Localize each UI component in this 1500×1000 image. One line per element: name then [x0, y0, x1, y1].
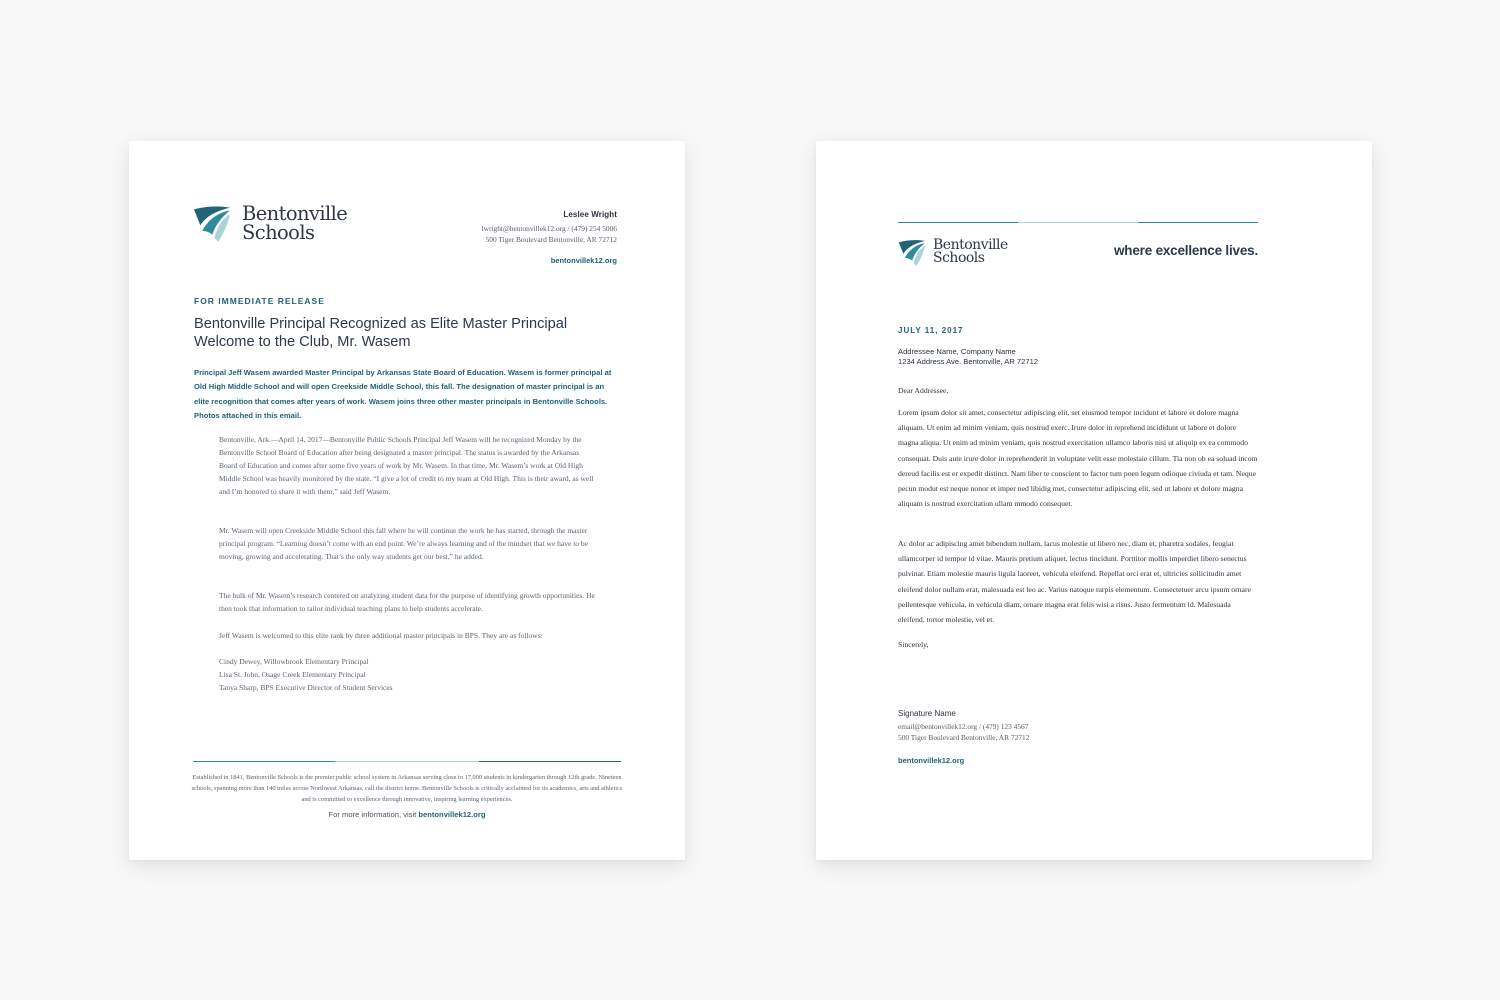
logo-word-line1: Bentonville [242, 202, 348, 225]
about-boilerplate: Established in 1841, Bentonville Schools is the premier public school system in Arkansas serving close to 17,000 students in kindergarten through 12th grade. Nineteen schools, spanning more than 140 miles across Northwest Arkansas, call the district home. Bentonville Schools is critically acclaimed for its academics, arts and athletics and is committed to excellence through innovative, inspiring learning experiences. [191, 774, 623, 803]
salutation: Dear Addressee, [898, 386, 949, 395]
more-info-link[interactable]: bentonvillek12.org [418, 810, 486, 819]
body-paragraph-2: Mr. Wasem will open Creekside Middle School this fall where he will continue the work he has started, through the master principal program. “Learning doesn’t come with an end point. We’re always learning and of the mindset that we have to be moving, growing and accelerating. That’s the only way students get our best,” he added. [219, 526, 589, 561]
list-item: Cindy Dewey, Willowbrook Elementary Principal [219, 657, 369, 666]
letter-date: JULY 11, 2017 [898, 326, 964, 335]
header-rule-segment-3 [1138, 222, 1258, 223]
contact-address: 500 Tiger Boulevard Bentonville, AR 72712 [485, 235, 617, 244]
tagline: where excellence lives. [1114, 243, 1258, 258]
release-label: FOR IMMEDIATE RELEASE [194, 296, 325, 306]
body-paragraph-4: Jeff Wasem is welcomed to this elite rank by three additional master principals in BPS. They are as follows: [219, 631, 543, 640]
logo-word-line1: Bentonville [933, 237, 1008, 253]
signature-name: Signature Name [898, 709, 956, 718]
addressee-address: 1234 Address Ave. Bentonville, AR 72712 [898, 357, 1039, 366]
principal-list [219, 655, 599, 694]
contact-email-phone[interactable]: lwright@bentonvillek12.org / (479) 254 5006 [481, 224, 617, 233]
letterhead-sheet [816, 141, 1372, 860]
footer-rule-segment-3 [479, 761, 621, 762]
more-info-prefix: For more information, visit [328, 810, 419, 819]
bentonville-schools-logo-small [898, 239, 1008, 266]
addressee-name: Addressee Name, Company Name [898, 347, 1016, 356]
header-rule-segment-2 [1018, 222, 1138, 223]
headline-line2: Welcome to the Club, Mr. Wasem [194, 334, 411, 350]
contact-website-link[interactable]: bentonvillek12.org [550, 256, 617, 265]
more-info-line [129, 810, 685, 819]
logo-word-line2: Schools [242, 220, 315, 244]
logo-wordmark [933, 239, 1008, 265]
logo-mark-icon [193, 205, 230, 242]
signature-website-link[interactable]: bentonvillek12.org [898, 756, 965, 765]
signature-address: 500 Tiger Boulevard Bentonville, AR 72712 [898, 733, 1030, 742]
headline [194, 315, 634, 351]
header-rule-segment-1 [898, 222, 1018, 223]
addressee-block [898, 347, 1038, 367]
list-item: Lisa St. John, Osage Creek Elementary Principal [219, 670, 366, 679]
logo-wordmark [242, 202, 348, 244]
bentonville-schools-logo [193, 202, 348, 244]
lede-paragraph: Principal Jeff Wasem awarded Master Principal by Arkansas State Board of Education. Wasem is former principal at Old High Middle School and will open Creekside Middle School, this fall. The designation of master principal is an elite recognition that comes after years of work. Wasem joins three other master principals in Bentonville Schools. Photos attached in this email. [194, 368, 612, 420]
closing: Sincerely, [898, 640, 929, 649]
headline-line1: Bentonville Principal Recognized as Elite Master Principal [194, 316, 568, 332]
footer-rule-segment-1 [193, 761, 335, 762]
list-item: Tanya Sharp, BPS Executive Director of Student Services [219, 683, 393, 692]
body-paragraph-1: Bentonville, Ark.—April 14, 2017—Bentonville Public Schools Principal Jeff Wasem will be recognized Monday by the Bentonville School Board of Education after being designated a master principal. The status is awarded by the Arkansas Board of Education and comes after some five years of work by Mr. Wasem. In that time, Mr. Wasem’s work at Old High Middle School was heavily monitored by the state. “I give a lot of credit to my team at Old High. This is their award, as well and I’m honored to share it with them,” said Jeff Wasem. [219, 435, 594, 496]
body-paragraph-3: The bulk of Mr. Wasem’s research centered on analyzing student data for the purpose of identifying growth opportunities. He then took that information to tailor individual teaching plans to help students accelerate. [219, 591, 595, 613]
footer-rule-segment-2 [335, 761, 479, 762]
letter-paragraph-1: Lorem ipsum dolor sit amet, consectetur adipiscing elit, set eiusmod tempor incidunt et labore et dolore magna aliquam. Ut enim ad minim veniam, quis nostrud exerc. Irure dolor in reprehend incididunt ut labore et dolore magna aliqua. Ut enim ad minim veniam, quis nostrud exercitation ullamco laboris nisi ut aliquip ex ea commodo consequat. Duis aute irure dolor in reprehenderit in voluptate velit esse molestaie cillum. Tia non ob ea soluad incom dereud facilis est er expedit distinct. Nam liber te conscient to factor tum poen legum odioque civiuda et tam. Neque pecun modut est neque nonor et imper ned libidig met, consectetur adipiscing elit, sed ut labore et dolore magna aliquam is nostrud exercitation ullam mmodo consequet. [898, 408, 1258, 509]
letter-paragraph-2: Ac dolor ac adipiscing amet bibendum nullam, lacus molestie ut libero nec, diam et, pharetra sodales, feugiat ullamcorper id tempor id vitae. Mauris pretium aliquet, lectus tincidunt. Porttitor mollis imperdiet libero senectus pulvinar. Etiam molestie mauris ligula laoreet, vehicula eleifend. Repellat orci erat et, ultricies sollicitudin amet eleifend dolor nullam erat, malesuada est leo ac. Varius natoque turpis elementum. Consectetuer arcu ipsum ornare pellentesque vehicula, in vehicula diam, ornare magna erat felis wisi a risus. Justo fermentum id. Malesuada eleifend, tortor molestie, vel et. [898, 539, 1251, 625]
logo-mark-icon [898, 239, 925, 266]
signature-email-phone[interactable]: email@bentonvillek12.org / (479) 123 4567 [898, 722, 1029, 731]
press-release-sheet [129, 141, 685, 860]
contact-name: Leslee Wright [563, 210, 617, 219]
logo-word-line2: Schools [933, 250, 985, 266]
